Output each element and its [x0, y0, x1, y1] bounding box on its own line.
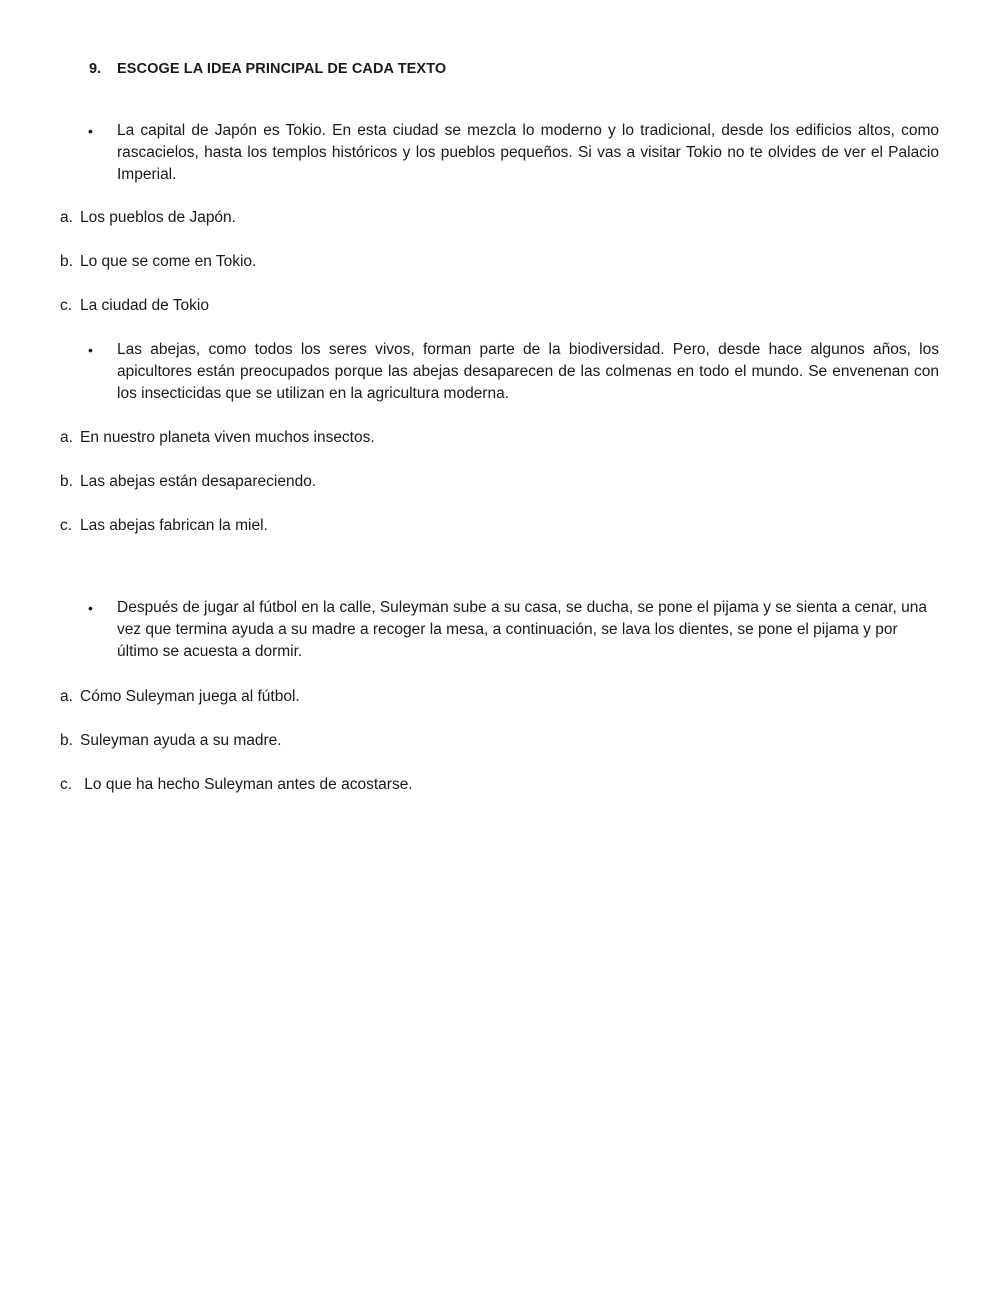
option-b-tokio[interactable]: [60, 251, 256, 273]
option-b-abejas[interactable]: [60, 471, 316, 493]
option-letter: b.: [60, 473, 73, 490]
option-letter: a.: [60, 688, 73, 705]
passage-text: La capital de Japón es Tokio. En esta ciudad se mezcla lo moderno y lo tradicional, desde los edificios altos, como rascacielos, hasta los templos históricos y los pueblos pequeños. Si vas a visitar Tokio no te olvides de ver el Palacio Imperial.: [117, 122, 939, 183]
option-a-suleyman[interactable]: [60, 686, 300, 708]
option-text: Las abejas están desapareciendo.: [80, 473, 317, 490]
bullet-icon: •: [88, 600, 93, 616]
option-a-tokio[interactable]: [60, 207, 236, 229]
option-c-tokio[interactable]: [60, 295, 209, 317]
exercise-heading: [89, 61, 446, 77]
option-letter: c.: [60, 297, 73, 314]
option-letter: a.: [60, 429, 73, 446]
passage-tokio: [88, 120, 939, 186]
option-letter: b.: [60, 253, 73, 270]
passage-suleyman: [88, 597, 939, 663]
option-text: Cómo Suleyman juega al fútbol.: [80, 688, 300, 705]
option-text: Suleyman ayuda a su madre.: [80, 732, 282, 749]
option-a-abejas[interactable]: [60, 427, 375, 449]
passage-text: Después de jugar al fútbol en la calle, Suleyman sube a su casa, se ducha, se pone el pijama y se sienta a cenar, una vez que termina ayuda a su madre a recoger la mesa, a continuación, se lava los dientes, se pone el pijama y por último se acuesta a dormir.: [117, 599, 927, 660]
option-text: La ciudad de Tokio: [80, 297, 209, 314]
option-letter: c.: [60, 517, 73, 534]
bullet-icon: •: [88, 342, 93, 358]
option-text: Lo que se come en Tokio.: [80, 253, 257, 270]
option-text: En nuestro planeta viven muchos insectos.: [80, 429, 375, 446]
exercise-number: 9.: [89, 61, 102, 77]
option-c-suleyman[interactable]: [60, 774, 413, 796]
passage-abejas: [88, 339, 939, 405]
passage-text: Las abejas, como todos los seres vivos, forman parte de la biodiversidad. Pero, desde hace algunos años, los apicultores están preocupados porque las abejas desaparecen de las colmenas en todo el mundo. Se envenenan con los insecticidas que se utilizan en la agricultura moderna.: [117, 341, 939, 402]
option-text: Los pueblos de Japón.: [80, 209, 236, 226]
exercise-title: ESCOGE LA IDEA PRINCIPAL DE CADA TEXTO: [117, 61, 447, 77]
option-letter: c.: [60, 776, 73, 793]
option-text: Lo que ha hecho Suleyman antes de acostarse.: [80, 776, 413, 793]
option-b-suleyman[interactable]: [60, 730, 282, 752]
bullet-icon: •: [88, 123, 93, 139]
option-letter: a.: [60, 209, 73, 226]
option-letter: b.: [60, 732, 73, 749]
option-c-abejas[interactable]: [60, 515, 268, 537]
option-text: Las abejas fabrican la miel.: [80, 517, 268, 534]
